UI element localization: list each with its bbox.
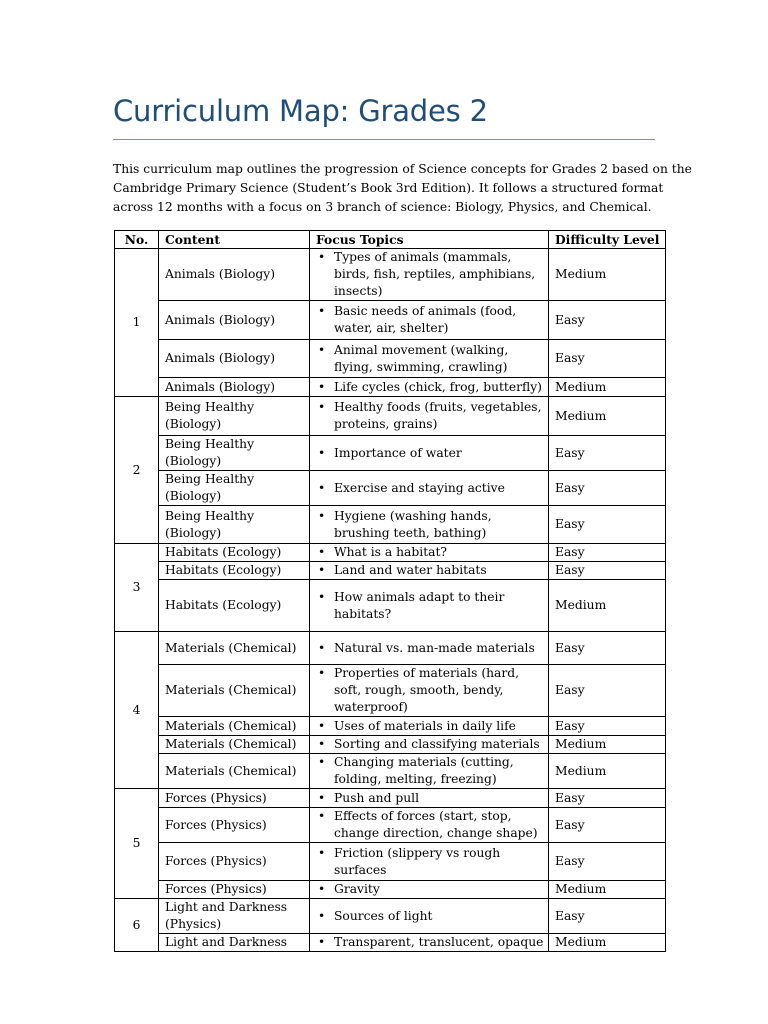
focus-topic-text: Importance of water [334, 445, 462, 460]
bullet-icon: • [318, 845, 326, 860]
content-cell: Being Healthy (Biology) [159, 506, 310, 544]
focus-topic-cell [310, 249, 549, 301]
bullet-icon: • [318, 640, 326, 655]
table-row [115, 580, 666, 632]
focus-topic-item [314, 736, 544, 753]
bullet-icon: • [318, 755, 326, 769]
difficulty-cell: Medium [549, 934, 666, 952]
content-cell: Habitats (Ecology) [159, 562, 310, 580]
focus-topic-cell [310, 899, 549, 934]
difficulty-cell: Easy [549, 899, 666, 934]
focus-topic-item [314, 342, 544, 376]
focus-topic-text: Changing materials (cutting, folding, melting, freezing) [334, 755, 514, 786]
table-row [115, 544, 666, 562]
page-title: Curriculum Map: Grades 2 [113, 94, 488, 128]
difficulty-cell: Medium [549, 736, 666, 754]
focus-topic-text: How animals adapt to their habitats? [334, 589, 505, 621]
focus-topic-item [314, 754, 544, 788]
difficulty-cell: Easy [549, 471, 666, 506]
focus-topic-item [314, 379, 544, 396]
bullet-icon: • [318, 508, 326, 523]
header-difficulty-level: Difficulty Level [549, 231, 666, 249]
focus-topic-cell [310, 378, 549, 397]
focus-topic-item [314, 881, 544, 898]
focus-topic-cell [310, 397, 549, 436]
difficulty-cell: Medium [549, 881, 666, 899]
bullet-icon: • [318, 718, 326, 733]
intro-paragraph [113, 160, 692, 217]
focus-topic-cell [310, 881, 549, 899]
content-cell: Materials (Chemical) [159, 736, 310, 754]
focus-topic-item [314, 845, 544, 879]
table-row [115, 562, 666, 580]
focus-topic-cell [310, 632, 549, 665]
focus-topic-text: Sources of light [334, 908, 433, 923]
focus-topic-cell [310, 843, 549, 881]
focus-topic-item [314, 808, 544, 842]
table-row [115, 899, 666, 934]
content-cell: Materials (Chemical) [159, 632, 310, 665]
bullet-icon: • [318, 342, 326, 357]
difficulty-cell: Medium [549, 378, 666, 397]
header-focus-topics: Focus Topics [310, 231, 549, 249]
intro-line: This curriculum map outlines the progression of Science concepts for Grades 2 based on the [113, 162, 692, 176]
focus-topic-item [314, 508, 544, 542]
table-row [115, 881, 666, 899]
focus-topic-cell [310, 717, 549, 736]
difficulty-cell: Easy [549, 717, 666, 736]
focus-topic-cell [310, 562, 549, 580]
difficulty-cell: Easy [549, 340, 666, 378]
difficulty-cell: Easy [549, 789, 666, 808]
focus-topic-item [314, 589, 544, 623]
focus-topic-cell [310, 436, 549, 471]
focus-topic-item [314, 303, 544, 337]
content-cell: Materials (Chemical) [159, 665, 310, 717]
focus-topic-text: Types of animals (mammals, birds, fish, reptiles, amphibians, insects) [334, 250, 536, 298]
content-cell: Animals (Biology) [159, 249, 310, 301]
table-row [115, 436, 666, 471]
focus-topic-text: Uses of materials in daily life [334, 718, 516, 733]
difficulty-cell: Easy [549, 436, 666, 471]
bullet-icon: • [318, 480, 326, 495]
difficulty-cell: Easy [549, 544, 666, 562]
table-row [115, 506, 666, 544]
bullet-icon: • [318, 666, 326, 680]
bullet-icon: • [318, 304, 326, 318]
content-cell: Animals (Biology) [159, 378, 310, 397]
focus-topic-item [314, 480, 544, 497]
content-cell: Forces (Physics) [159, 789, 310, 808]
table-row [115, 843, 666, 881]
focus-topic-item [314, 562, 544, 579]
focus-topic-cell [310, 665, 549, 717]
bullet-icon: • [318, 790, 326, 805]
content-cell: Forces (Physics) [159, 843, 310, 881]
bullet-icon: • [318, 908, 326, 923]
focus-topic-text: Friction (slippery vs rough surfaces [334, 845, 501, 877]
focus-topic-cell [310, 301, 549, 340]
bullet-icon: • [318, 935, 326, 949]
bullet-icon: • [318, 445, 326, 460]
focus-topic-cell [310, 544, 549, 562]
focus-topic-cell [310, 506, 549, 544]
difficulty-cell: Medium [549, 580, 666, 632]
focus-topic-text: Effects of forces (start, stop, change direction, change shape) [334, 809, 538, 840]
table-row [115, 471, 666, 506]
bullet-icon: • [318, 563, 326, 577]
table-row [115, 808, 666, 843]
content-cell: Being Healthy (Biology) [159, 436, 310, 471]
content-cell: Being Healthy (Biology) [159, 471, 310, 506]
content-cell: Animals (Biology) [159, 301, 310, 340]
focus-topic-cell [310, 580, 549, 632]
focus-topic-text: What is a habitat? [334, 545, 447, 559]
focus-topic-cell [310, 471, 549, 506]
row-number: 4 [115, 632, 159, 789]
focus-topic-cell [310, 789, 549, 808]
bullet-icon: • [318, 379, 326, 394]
focus-topic-item [314, 544, 544, 561]
intro-line: across 12 months with a focus on 3 branch of science: Biology, Physics, and Chemical. [113, 200, 652, 214]
row-number: 5 [115, 789, 159, 899]
bullet-icon: • [318, 737, 326, 751]
bullet-icon: • [318, 250, 326, 264]
content-cell: Forces (Physics) [159, 808, 310, 843]
difficulty-cell: Easy [549, 562, 666, 580]
table-row [115, 249, 666, 301]
header-no: No. [115, 231, 159, 249]
difficulty-cell: Medium [549, 249, 666, 301]
content-cell: Materials (Chemical) [159, 717, 310, 736]
table-row [115, 934, 666, 952]
row-number: 2 [115, 397, 159, 544]
focus-topic-item [314, 718, 544, 735]
table-row [115, 632, 666, 665]
bullet-icon: • [318, 545, 326, 559]
focus-topic-cell [310, 340, 549, 378]
focus-topic-text: Gravity [334, 882, 380, 896]
table-row [115, 717, 666, 736]
table-row [115, 301, 666, 340]
focus-topic-cell [310, 808, 549, 843]
focus-topic-text: Life cycles (chick, frog, butterfly) [334, 379, 542, 394]
difficulty-cell: Medium [549, 754, 666, 789]
difficulty-cell: Easy [549, 632, 666, 665]
focus-topic-cell [310, 736, 549, 754]
focus-topic-text: Transparent, translucent, opaque [334, 935, 544, 949]
focus-topic-item [314, 640, 544, 657]
table-row [115, 397, 666, 436]
content-cell: Being Healthy (Biology) [159, 397, 310, 436]
row-number: 1 [115, 249, 159, 397]
focus-topic-text: Animal movement (walking, flying, swimming, crawling) [334, 342, 509, 374]
row-number: 3 [115, 544, 159, 632]
focus-topic-cell [310, 934, 549, 952]
content-cell: Materials (Chemical) [159, 754, 310, 789]
content-cell: Animals (Biology) [159, 340, 310, 378]
difficulty-cell: Easy [549, 506, 666, 544]
difficulty-cell: Easy [549, 665, 666, 717]
curriculum-table [114, 230, 666, 952]
focus-topic-text: Push and pull [334, 790, 420, 805]
bullet-icon: • [318, 882, 326, 896]
difficulty-cell: Medium [549, 397, 666, 436]
header-content: Content [159, 231, 310, 249]
focus-topic-item [314, 908, 544, 925]
difficulty-cell: Easy [549, 843, 666, 881]
focus-topic-text: Basic needs of animals (food, water, air, shelter) [334, 304, 517, 335]
table-row [115, 789, 666, 808]
focus-topic-text: Land and water habitats [334, 563, 487, 577]
intro-line: Cambridge Primary Science (Student’s Book 3rd Edition). It follows a structured format [113, 181, 664, 195]
bullet-icon: • [318, 400, 326, 414]
focus-topic-text: Exercise and staying active [334, 480, 505, 495]
table-row [115, 736, 666, 754]
focus-topic-item [314, 934, 544, 951]
table-row [115, 340, 666, 378]
table-header-row [115, 231, 666, 249]
content-cell: Habitats (Ecology) [159, 580, 310, 632]
focus-topic-item [314, 249, 544, 300]
focus-topic-text: Sorting and classifying materials [334, 737, 540, 751]
focus-topic-item [314, 445, 544, 462]
bullet-icon: • [318, 589, 326, 604]
table-row [115, 378, 666, 397]
focus-topic-text: Healthy foods (fruits, vegetables, proteins, grains) [334, 400, 542, 431]
focus-topic-item [314, 790, 544, 807]
content-cell: Light and Darkness [159, 934, 310, 952]
focus-topic-text: Properties of materials (hard, soft, rough, smooth, bendy, waterproof) [334, 666, 520, 714]
title-divider [113, 139, 655, 140]
content-cell: Light and Darkness (Physics) [159, 899, 310, 934]
table-row [115, 754, 666, 789]
bullet-icon: • [318, 809, 326, 823]
table-body [115, 249, 666, 952]
focus-topic-text: Hygiene (washing hands, brushing teeth, bathing) [334, 508, 492, 540]
row-number: 6 [115, 899, 159, 952]
table-row [115, 665, 666, 717]
content-cell: Habitats (Ecology) [159, 544, 310, 562]
focus-topic-item [314, 399, 544, 433]
focus-topic-cell [310, 754, 549, 789]
focus-topic-item [314, 665, 544, 716]
difficulty-cell: Easy [549, 808, 666, 843]
difficulty-cell: Easy [549, 301, 666, 340]
focus-topic-text: Natural vs. man-made materials [334, 640, 535, 655]
content-cell: Forces (Physics) [159, 881, 310, 899]
